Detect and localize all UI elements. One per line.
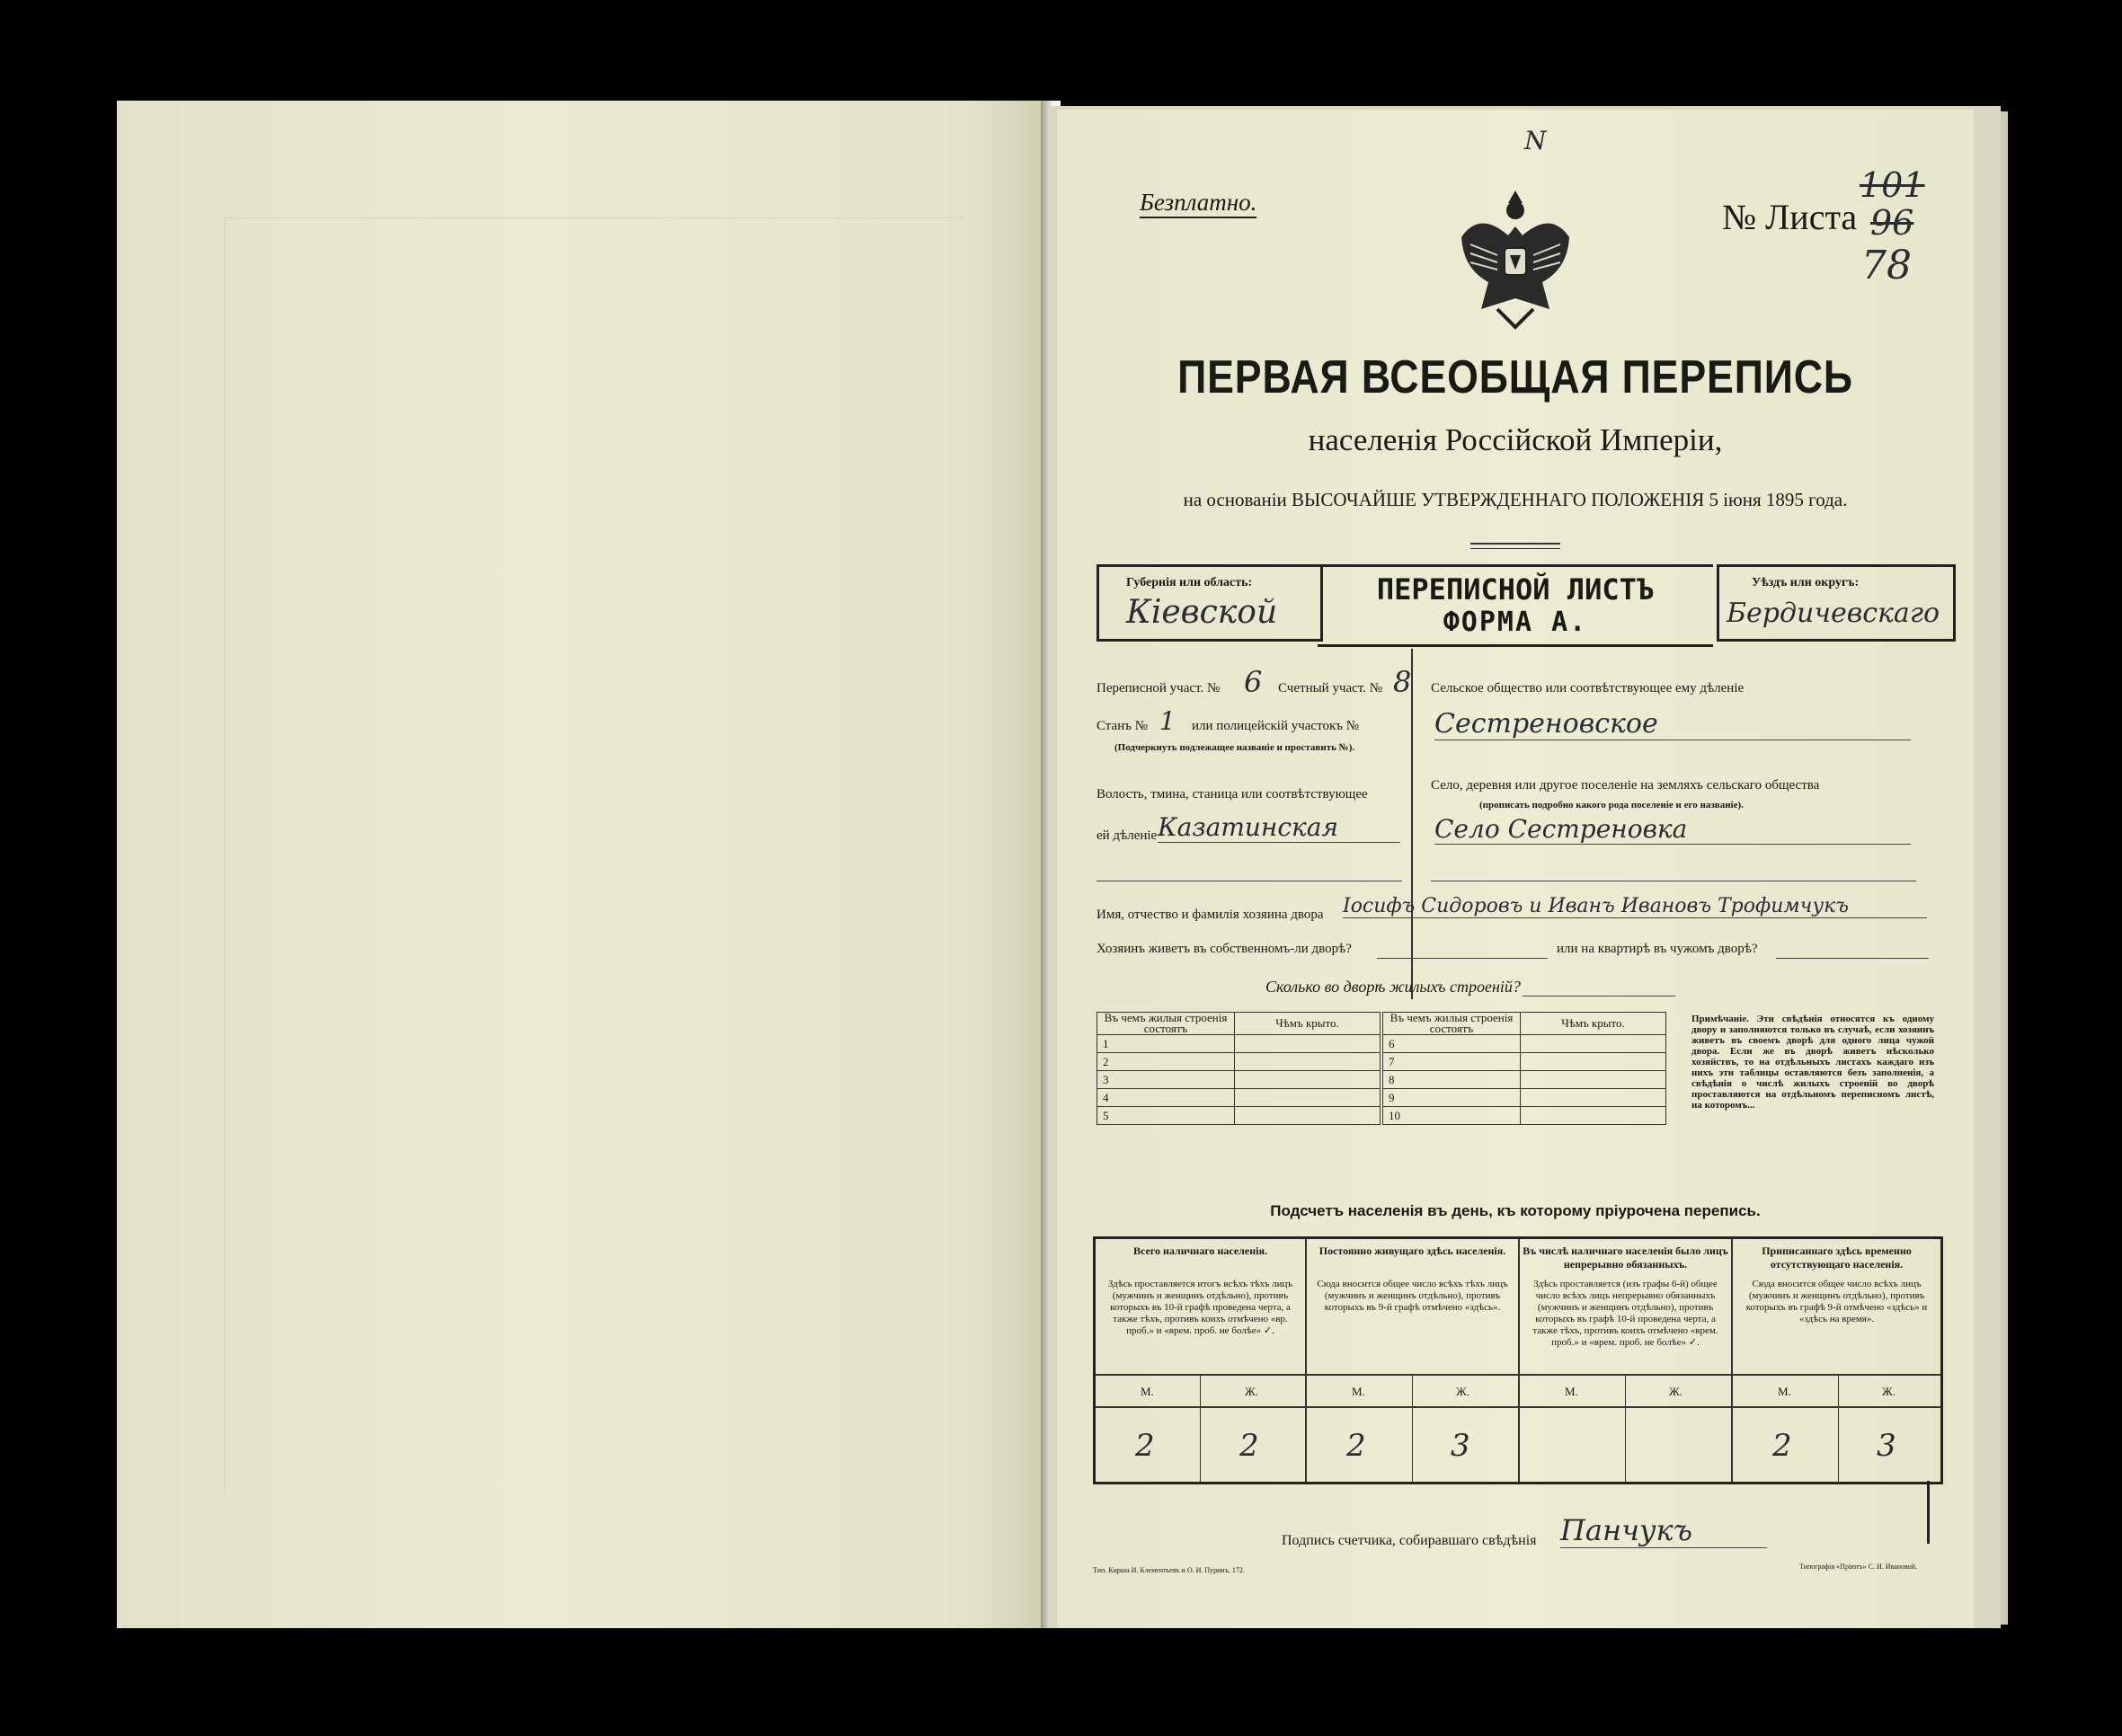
buildings-question: Сколько во дворѣ жилыхъ строеній?: [1265, 978, 1521, 996]
male-label: М.: [1141, 1385, 1154, 1398]
buildings-row-num: 9: [1383, 1089, 1521, 1107]
buildings-note: Примѣчаніе. Эти свѣдѣнія относятся къ одному двору и заполняются только въ случаѣ, если хозяинъ живетъ въ своемъ дворѣ для одного лица чужой двора. Если же въ дворѣ живетъ нѣсколько хозяйствъ, то на отдѣльныхъ листахъ каждаго изъ нихъ эти таблицы оставляются безъ заполненія, а свѣдѣнія о числѣ жилыхъ строеній во дворѣ проставляются на отдѣльномъ переписномъ листѣ, на которомъ...: [1691, 1014, 1934, 1111]
male-label: М.: [1565, 1385, 1578, 1398]
summary-row-divider: [1096, 1406, 1940, 1408]
sheet-number-current: 78: [1861, 243, 1912, 288]
summary-column-absent: [1733, 1239, 1940, 1482]
buildings-row-num: 7: [1383, 1053, 1521, 1071]
owner-label: Имя, отчество и фамилія хозяина двора: [1097, 908, 1324, 922]
summary-column-header: Постоянно живущаго здѣсь населенія.: [1318, 1244, 1506, 1257]
police-section-label: или полицейскій участокъ №: [1192, 719, 1360, 733]
summary-column-desc: Здѣсь проставляется (изъ графы 6-й) общее число всѣхъ лицъ непрерывно обязанныхъ (мужчинъ и женщинъ отдѣльно), противъ которыхъ въ графѣ 10-й проведена черта, а также тѣхъ, противъ коихъ отмѣчено «врем. проб.» и «врем. проб. не болѣе» ✓.: [1532, 1279, 1718, 1348]
sheet-number-label: № Листа: [1722, 197, 1858, 237]
census-title: ПЕРВАЯ ВСЕОБЩАЯ ПЕРЕПИСЬ: [1177, 351, 1853, 403]
female-label: Ж.: [1456, 1385, 1469, 1398]
summary-column-permanent: [1307, 1239, 1520, 1482]
female-label: Ж.: [1669, 1385, 1683, 1398]
sheet-number-struck-2: 96: [1870, 203, 1914, 243]
buildings-roof-header: Чѣмъ крыто.: [1521, 1013, 1666, 1035]
signature-value: Панчукъ: [1560, 1513, 1767, 1548]
census-list-title: ПЕРЕПИСНОЙ ЛИСТЪ: [1376, 572, 1655, 607]
mf-divider: [1625, 1374, 1626, 1482]
owner-value: Іосифъ Сидоровъ и Иванъ Ивановъ Трофимчукъ: [1343, 895, 1927, 918]
buildings-table-right: [1382, 1012, 1666, 1125]
buildings-row-num: 5: [1097, 1107, 1235, 1125]
mf-divider: [1412, 1374, 1413, 1482]
printer-imprint-left: Тип. Кирша И. Клементьевъ и О. И. Пуринъ, 172.: [1093, 1566, 1245, 1574]
female-label: Ж.: [1882, 1385, 1896, 1398]
village-note: (прописать подробно какого рода поселеніе и его названіе).: [1479, 800, 1744, 810]
stan-value: 1: [1159, 706, 1176, 736]
buildings-row-num: 2: [1097, 1053, 1235, 1071]
form-title-box: [1318, 564, 1713, 647]
uezd-value: Бердичевскаго: [1727, 598, 1940, 629]
summary-column-desc: Здѣсь проставляется итогъ всѣхъ тѣхъ лицъ (мужчинъ и женщинъ отдѣльно), противъ которыхъ въ 10-й графѣ проведена черта, а также тѣхъ, противъ коихъ отмѣчено «вр. проб.» и «врем. проб. не болѣе» ✓.: [1107, 1279, 1293, 1336]
summary-column-desc: Сюда вносится общее число всѣхъ тѣхъ лицъ (мужчинъ и женщинъ отдѣльно), противъ которыхъ въ 9-й графѣ отмѣчено «здѣсь».: [1317, 1279, 1508, 1313]
village-value: Село Сестреновка: [1434, 814, 1911, 845]
uezd-box: [1717, 564, 1956, 642]
buildings-table-left: [1097, 1012, 1381, 1125]
stan-note: (Подчеркнуть подлежащее названіе и проставить №).: [1114, 742, 1355, 753]
owner-rent-label: или на квартирѣ въ чужомъ дворѣ?: [1557, 942, 1758, 956]
summary-column-desc: Сюда вносится общее число всѣхъ лицъ (мужчинъ и женщинъ отдѣльно), противъ которыхъ въ графѣ 9-й отмѣчено «здѣсь» и «здѣсь на время».: [1745, 1279, 1928, 1324]
buildings-row-num: 10: [1383, 1107, 1521, 1125]
buildings-row-num: 3: [1097, 1071, 1235, 1089]
buildings-row-num: 8: [1383, 1071, 1521, 1089]
census-section-label: Переписной участ. №: [1097, 681, 1221, 695]
sheet-number-struck-1: 101: [1860, 165, 1925, 205]
female-value: 2: [1239, 1428, 1259, 1464]
buildings-col-header: Въ чемъ жилыя строенія состоятъ: [1383, 1013, 1521, 1035]
summary-column-total: [1096, 1239, 1307, 1482]
blank-line: [1377, 958, 1548, 959]
summary-row-divider: [1096, 1374, 1940, 1376]
count-section-label: Счетный участ. №: [1278, 681, 1383, 695]
female-label: Ж.: [1245, 1385, 1258, 1398]
summary-heading: Подсчетъ населенія въ день, къ которому пріурочена перепись.: [1270, 1202, 1761, 1219]
summary-column-header: Всего наличнаго населенія.: [1133, 1244, 1267, 1257]
signature-label: Подпись счетчика, собиравшаго свѣдѣнія: [1282, 1533, 1537, 1548]
uezd-label: Уѣздъ или округъ:: [1752, 576, 1860, 589]
male-value: 2: [1346, 1428, 1366, 1464]
buildings-roof-header: Чѣмъ крыто.: [1235, 1013, 1381, 1035]
summary-column-header: Приписаннаго здѣсь временно отсутствующаго населенія.: [1762, 1244, 1912, 1271]
margin-mark: [1927, 1481, 1930, 1544]
free-of-charge-label: Безплатно.: [1140, 189, 1256, 218]
stan-label: Станъ №: [1097, 719, 1149, 733]
left-blank-page: [117, 101, 1043, 1628]
buildings-row-num: 1: [1097, 1035, 1235, 1053]
count-section-value: 8: [1393, 665, 1412, 699]
male-value: 2: [1135, 1428, 1155, 1464]
village-label: Село, деревня или другое поселеніе на земляхъ сельскаго общества: [1431, 778, 1820, 793]
printer-imprint-right: Типографія «Пріютъ» С. И. Ивановой.: [1799, 1563, 1918, 1571]
ornament-divider: [1470, 543, 1560, 549]
society-label: Сельское общество или соотвѣтствующее ему дѣленіе: [1431, 681, 1745, 695]
owner-lives-label: Хозяинъ живетъ въ собственномъ-ли дворѣ?: [1097, 942, 1352, 956]
corner-mark: N: [1524, 126, 1547, 155]
buildings-row-num: 4: [1097, 1089, 1235, 1107]
volost-label: Волость, тмина, станица или соотвѣтствующее: [1097, 787, 1368, 802]
legal-basis-line: на основаніи ВЫСОЧАЙШЕ УТВЕРЖДЕННАГО ПОЛОЖЕНІЯ 5 іюня 1895 года.: [1183, 489, 1848, 510]
mf-divider: [1838, 1374, 1839, 1482]
census-form-page: [1057, 110, 1974, 1628]
gubernia-box: [1097, 564, 1323, 642]
gubernia-label: Губернія или область:: [1126, 576, 1253, 589]
buildings-row-num: 6: [1383, 1035, 1521, 1053]
imperial-eagle-emblem: [1452, 183, 1578, 336]
faint-ruled-area: [225, 217, 963, 1494]
summary-column-obligated: [1520, 1239, 1733, 1482]
population-summary-table: [1093, 1236, 1943, 1484]
census-subtitle: населенія Россійской Имперіи,: [1308, 422, 1723, 457]
mf-divider: [1200, 1374, 1201, 1482]
female-value: 3: [1877, 1428, 1896, 1464]
volost-label-2: ей дѣленіе: [1097, 828, 1158, 843]
female-value: 3: [1451, 1428, 1470, 1464]
gubernia-value: Кіевской: [1126, 594, 1278, 631]
census-section-value: 6: [1244, 665, 1263, 699]
form-name: ФОРМА А.: [1443, 607, 1588, 638]
vertical-divider: [1411, 649, 1413, 999]
male-label: М.: [1352, 1385, 1365, 1398]
volost-value: Казатинская: [1158, 812, 1400, 843]
summary-column-header: Въ числѣ наличнаго населенія было лицъ непрерывно обязанныхъ.: [1523, 1244, 1728, 1271]
male-label: М.: [1778, 1385, 1791, 1398]
buildings-col-header: Въ чемъ жилыя строенія состоятъ: [1097, 1013, 1235, 1035]
blank-line: [1776, 958, 1929, 959]
male-value: 2: [1772, 1428, 1792, 1464]
society-value: Сестреновское: [1434, 708, 1911, 740]
